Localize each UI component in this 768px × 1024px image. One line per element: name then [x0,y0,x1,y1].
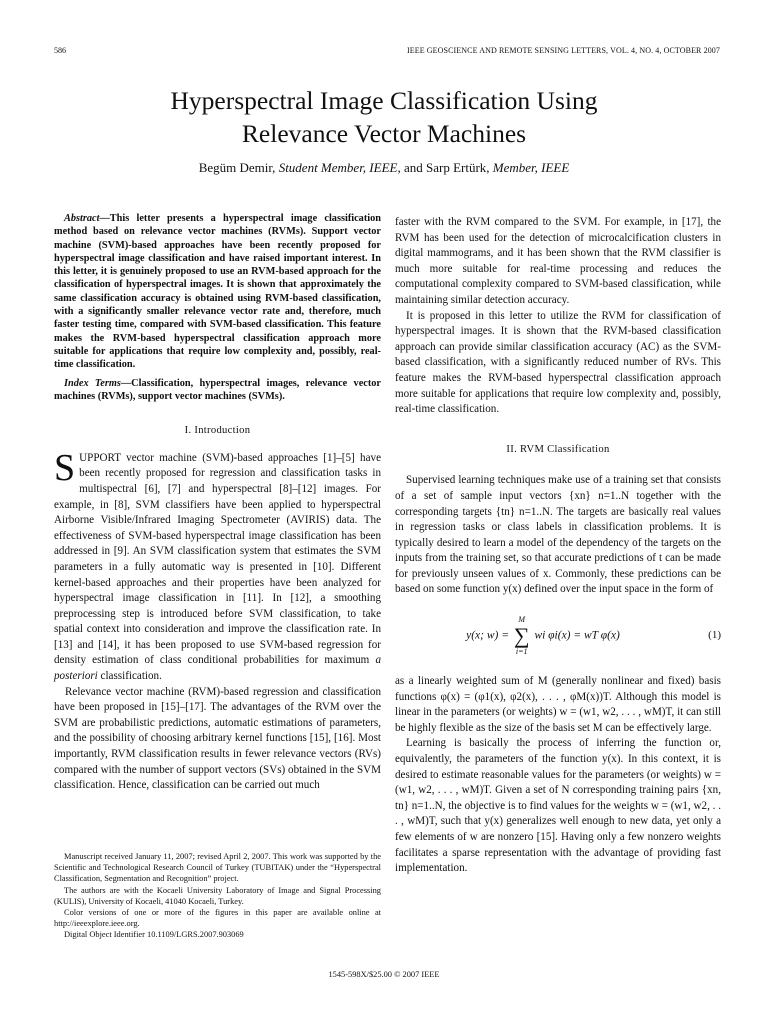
right-paragraph-1: faster with the RVM compared to the SVM. For example, in [17], the RVM has been used for the detection of microcalcification clusters in digital mammograms, and it has been shown that the RVM classifier is much more suitable for real-time processing and reduces the computational complexity compared to SVM-based classification, while maintaining similar detection accuracy. [395,216,721,306]
sum-lower-limit: i=1 [515,647,528,657]
abstract-text: —This letter presents a hyperspectral image classification method based on relevance vector machines (RVMs). Support vector machine (SVM)-based approaches have been recently proposed for hyperspectral image classification and have raised important interest. In this letter, it is genuinely proposed to use an RVM-based approach for the classification of hyperspectral images. It is shown that approximately the same classification accuracy is obtained using RVM-based classification, with a significantly smaller relevance vector rate and, therefore, much faster testing time, compared with SVM-based classification. This feature makes the RVM-based hyperspectral classification approach more suitable for applications that require low complexity and, possibly, real-time classification. [54,213,381,371]
abstract-lead: Abstract [64,213,100,224]
footnotes [54,851,381,941]
section-1-paragraph-1 [54,446,381,685]
index-terms-text: —Classification, hyperspectral images, relevance vector machines (RVMs), support vector machines (SVMs). [54,377,381,402]
section-1-heading: I. Introduction [184,425,251,437]
author-2-name: and Sarp Ertürk, [403,160,490,175]
summation-symbol [514,615,530,657]
author-1-affiliation: Student Member, IEEE, [278,160,401,175]
footnote-color: Color versions of one or more of the figures in this paper are available online at http://ieeexplore.ieee.org. [54,908,381,929]
title-line-2: Relevance Vector Machines [241,119,527,148]
equation-body [395,615,691,657]
section-1-p1-italic: a posteriori [54,654,381,683]
author-1-name: Begüm Demir, [198,160,276,175]
author-line [0,160,768,176]
index-terms [54,377,381,404]
section-1-paragraph-2: Relevance vector machine (RVM)-based regression and classification have been proposed in [15]–[17]. The advantages of the RVM over the SVM are probabilistic predictions, automatic estimations of parameters, and the possibility of choosing arbitrary kernel functions [15], [16]. Most importantly, RVM classification results in fewer relevance vectors (RVs) compared with the number of support vectors (SVs) obtained in the SVM classification. Hence, classification can be carried out much [54,685,381,792]
page-number: 586 [54,46,66,55]
equation-rhs: wi φi(x) = wT φ(x) [534,629,620,642]
author-2-affiliation: Member, IEEE [492,160,570,175]
equation-lhs: y(x; w) = [466,629,509,642]
paper-title [0,84,768,150]
index-terms-lead: Index Terms [64,377,121,389]
drop-cap: S [54,446,76,489]
equation-1 [395,612,721,660]
section-2-paragraph-2: as a linearly weighted sum of M (generally nonlinear and fixed) basis functions φ(x) = (φ1(x), φ2(x), . . . , φM(x))T. Although this model is linear in the parameters (or weights) w = (w1, w2, . . . , wM)T, it can still be highly flexible as the size of the basis set M can be effectively large. [395,675,721,734]
left-column [54,212,381,794]
title-line-1: Hyperspectral Image Classification Using [170,86,598,115]
footnote-manuscript: Manuscript received January 11, 2007; revised April 2, 2007. This work was supported by the Scientific and Technological Research Council of Turkey (TUBITAK) under the “Hyperspectral Classification, Segmentation and Recognition” project. [54,852,381,884]
section-2-paragraph-3: Learning is basically the process of inferring the function or, equivalently, the parameters of the function y(x). In this context, it is desired to estimate reasonable values for the parameters (or weights) w = (w1, w2, . . . , wM)T. Given a set of N corresponding training pairs {xn, tn} n=1..N, the objective is to find values for the weights w = (w1, w2, . . . , wM)T, such that y(x) generalizes well enough to new data, yet only a few elements of w are nonzero [15]. Having only a few nonzero weights facilitates a sparse representation with the advantage of providing fast implementation. [395,737,721,875]
equation-number: (1) [708,629,721,642]
journal-header: IEEE GEOSCIENCE AND REMOTE SENSING LETTERS, VOL. 4, NO. 4, OCTOBER 2007 [406,46,720,55]
section-1-p1-end: classification. [100,670,162,683]
section-1-p1-text: UPPORT vector machine (SVM)-based approaches [1]–[5] have been recently proposed for regression and classification tasks in multispectral [6], [7] and hyperspectral [8]–[12] images. For example, in [8], SVM classifiers have been applied to hyperspectral Airborne Visible/Infrared Imaging Spectrometer (AVIRIS) data. The effectiveness of SVM-based hyperspectral image classification has been addressed in [9]. An SVM classification system that estimates the SVM parameters in a fully automatic way is presented in [10]. Different kernel-based approaches and their properties have been analyzed for hyperspectral image classification in [11]. In [12], a smoothing preprocessing step is introduced before SVM classification, to take spatial context into consideration and improve the classification rate. In [13] and [14], it has been proposed to use SVM-based regression for density estimation of class conditional probabilities for maximum [54,451,381,667]
sum-upper-limit: M [518,615,526,625]
abstract [54,212,381,372]
copyright-footer: 1545-598X/$25.00 © 2007 IEEE [328,970,440,979]
sigma-glyph: ∑ [513,623,530,649]
footnote-affiliation: The authors are with the Kocaeli University Laboratory of Image and Signal Processing (KULIS), University of Kocaeli, 41040 Kocaeli, Turkey. [54,885,381,906]
section-2-paragraph-1: Supervised learning techniques make use of a training set that consists of a set of sample input vectors {xn} n=1..N together with the corresponding targets {tn} n=1..N. The targets are basically real values in regression tasks or class labels in classification problems. It is typically desired to learn a model of the dependency of the targets on the inputs from the training set, so that accurate predictions of t can be made for previously unseen values of x. Commonly, these predictions can be based on some function y(x) defined over the input space in the form of [395,474,721,596]
right-column [395,215,721,877]
right-paragraph-2: It is proposed in this letter to utilize the RVM for classification of hyperspectral images. It is shown that the RVM-based classification approach can provide similar classification accuracy (AC) as the SVM-based classification, with a significantly reduced number of RVs. This feature makes the RVM-based hyperspectral classification approach more suitable for applications that require low complexity and, possibly, real-time classification. [395,309,721,416]
footnote-doi: Digital Object Identifier 10.1109/LGRS.2007.903069 [64,930,244,940]
section-2-heading: II. RVM Classification [506,443,610,455]
